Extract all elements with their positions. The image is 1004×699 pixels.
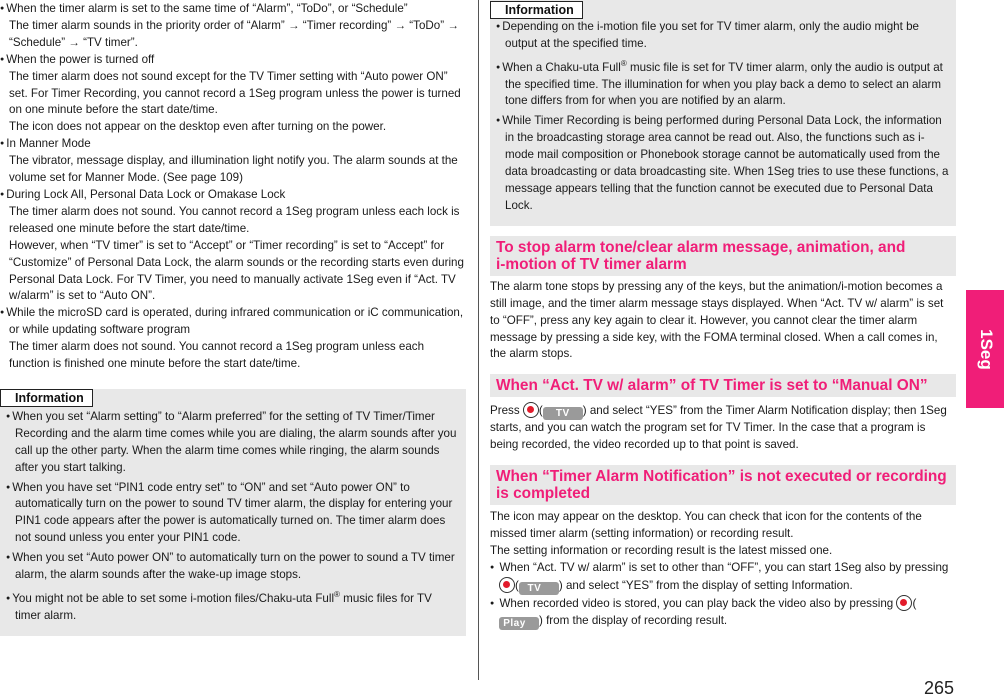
bullet-start-1seg: ● When “Act. TV w/ alarm” is set to other than “OFF”, you can start 1Seg also by pressing ( TV ) and select “YES” from the display of setting Information. [490,560,956,595]
info-item: ● Depending on the i-motion file you set for TV timer alarm, only the audio might be output at the specified time. [496,19,950,53]
bullet-play-video: ● When recorded video is stored, you can play back the video also by pressing (Play ) from the display of recording result. [490,595,956,630]
note-power-off-body2: The icon does not appear on the desktop even after turning on the power. [9,120,387,134]
information-label: Information [490,1,583,19]
column-divider [478,0,479,680]
paragraph-stop-alarm: The alarm tone stops by pressing any of the keys, but the animation/i-motion becomes a still image, and the timer alarm message stays displayed. When “Act. TV w/ alarm” is set to “OFF”, press any key again to clear it. However, you cannot clear the timer alarm message by pressing a side key, with the FOMA terminal closed. When a call comes in, the alarm stops. [490,279,944,361]
info-item: ● While Timer Recording is being performed during Personal Data Lock, the information in the broadcasting storage area cannot be read out. Also, the functions such as i-mode mail composition or Phonebook storage cannot be automatically used from the data broadcasting or data broadcasting site. When 1Seg tries to use these functions, a message appears telling that the function cannot be executed due to Personal Data Lock. [496,113,950,214]
note-microsd-body: The timer alarm does not sound. You cannot record a 1Seg program unless each function is finished one minute before the start date/time. [9,340,425,371]
tv-softkey-icon: TV [519,582,559,595]
center-key-icon [523,402,539,418]
paragraph-not-executed: The icon may appear on the desktop. You can check that icon for the contents of the missed timer alarm (setting information) or recording result. [490,510,922,541]
paragraph-manual-on: Press ( TV ) and select “YES” from the Timer Alarm Notification display; then 1Seg starts, and you can watch the program set for TV Timer. In the case that a program is being recorded, the video recorded up to that point is saved. [490,404,947,452]
right-column [490,0,956,630]
note-lock-body: The timer alarm does not sound. You cannot record a 1Seg program unless each lock is released one minute before the start date/time. [9,204,460,235]
center-key-icon [896,595,912,611]
note-manner-mode: ● In Manner Mode [0,136,466,153]
note-power-off-body: The timer alarm does not sound except for the TV Timer setting with “Auto power ON” set. For Timer Recording, you cannot record a 1Seg program unless the power is turned on one minute before the start date/time. [9,69,461,117]
info-item: ● You might not be able to set some i-motion files/Chaku-uta Full® music files for TV timer alarm. [6,587,460,625]
heading-stop-alarm: To stop alarm tone/clear alarm message, animation, and i-motion of TV timer alarm [490,236,956,276]
heading-not-executed: When “Timer Alarm Notification” is not executed or recording is completed [490,465,956,505]
heading-manual-on: When “Act. TV w/ alarm” of TV Timer is set to “Manual ON” [490,374,956,397]
info-item: ● When you have set “PIN1 code entry set” to “ON” and set “Auto power ON” to automatically turn on the power to sound TV timer alarm, the display for entering your PIN1 code appears after the power is automatically turned on. The timer alarm does not sound unless you enter your PIN1 code. [6,480,460,548]
play-softkey-icon: Play [499,617,539,630]
note-microsd: ● While the microSD card is operated, during infrared communication or iC communication, or while updating software program [0,305,466,339]
note-power-off: ● When the power is turned off [0,52,466,69]
center-key-icon [499,577,515,593]
page-number: 265 [924,678,955,698]
note-manner-mode-body: The vibrator, message display, and illumination light notify you. The alarm sounds at the volume set for Manner Mode. (See page 109) [9,154,458,185]
note-timer-priority-body: The timer alarm sounds in the priority order of “Alarm” → “Timer recording” → “ToDo” → “Schedule” → “TV timer”. [9,18,459,49]
tv-softkey-icon: TV [543,407,583,420]
left-information-box [0,389,466,636]
info-item: ● When you set “Alarm setting” to “Alarm preferred” for the setting of TV Timer/Timer Recording and the alarm time comes while you are dialing, the alarm sounds after you call up the other party. When the alarm time comes while ringing, the alarm sounds after you start talking. [6,409,460,477]
information-label: Information [0,389,93,407]
info-item: ● When you set “Auto power ON” to automatically turn on the power to sound a TV timer alarm, the alarm sounds after the wake-up image stops. [6,550,460,584]
note-lock-body2: However, when “TV timer” is set to “Accept” or “Timer recording” is set to “Accept” for “Customize” of Personal Data Lock, the alarm sounds or the recording starts even during Personal Data Lock. For TV Timer, you need to manually activate 1Seg even if “Act. TV w/alarm” is set to “Auto ON”. [9,238,464,303]
section-side-tab: 1Seg [966,290,1004,408]
left-column [0,0,466,636]
note-timer-priority: ● When the timer alarm is set to the same time of “Alarm”, “ToDo”, or “Schedule” [0,1,466,18]
right-information-box [490,0,956,226]
paragraph-latest-missed: The setting information or recording result is the latest missed one. [490,543,833,557]
info-item: ● When a Chaku-uta Full® music file is set for TV timer alarm, only the audio is output at the specified time. The illumination for when you play back a demo to select an alarm tone differs from for when you are notified by an alarm. [496,56,950,111]
note-lock: ● During Lock All, Personal Data Lock or Omakase Lock [0,187,466,204]
